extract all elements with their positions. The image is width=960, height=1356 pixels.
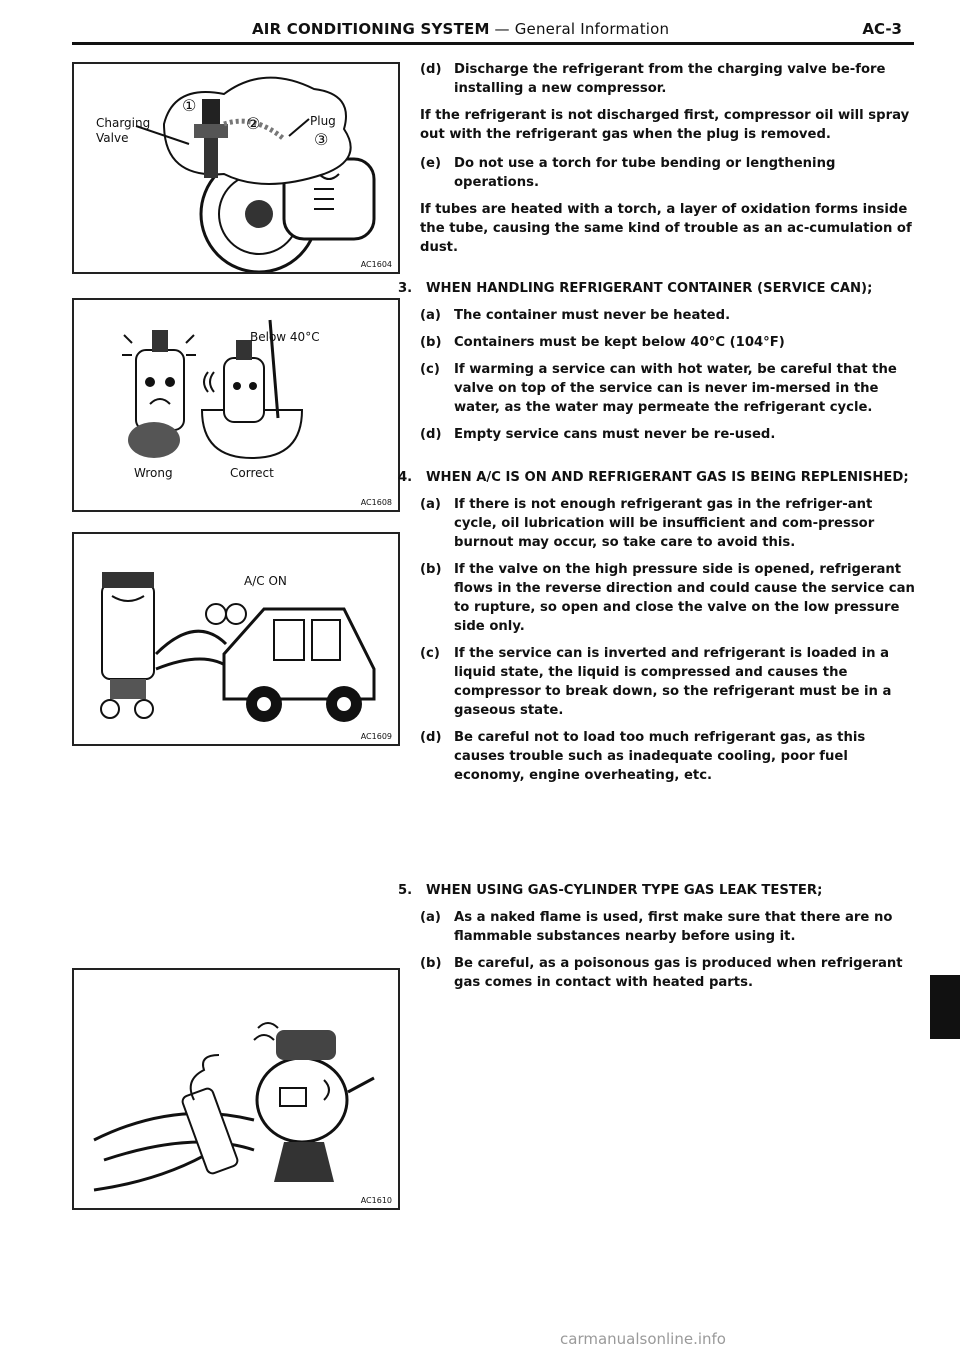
compressor-illustration bbox=[74, 64, 398, 272]
s4-item-c: (c) If the service can is inverted and refrigerant is loaded in a liquid state, the liquid is compressed and causes the compressor to break down, so the refrigerant must be in a gaseous state. bbox=[420, 646, 892, 718]
s4-item-a: (a) If there is not enough refrigerant gas in the refriger-ant cycle, oil lubrication will be insufficient and com-pressor burnout may occur, so take care to avoid this. bbox=[420, 497, 875, 550]
section-edge-tab bbox=[930, 975, 960, 1039]
figure-code: AC1610 bbox=[360, 1196, 392, 1205]
figure-code: AC1609 bbox=[360, 732, 392, 741]
header-rule bbox=[72, 42, 914, 45]
label-charging: Charging bbox=[96, 116, 151, 130]
figure-code: AC1604 bbox=[360, 260, 392, 269]
callout-1: ① bbox=[182, 96, 197, 115]
callout-3: ③ bbox=[314, 130, 329, 149]
s4-item-b: (b) If the valve on the high pressure side is opened, refrigerant flows in the reverse direction and could cause the service can to rupture, so open and close the valve on the low pressure side only. bbox=[420, 562, 915, 634]
s3-item-a: (a) The container must never be heated. bbox=[420, 308, 731, 323]
label-plug: Plug bbox=[310, 114, 336, 128]
section-5-heading: 5. WHEN USING GAS-CYLINDER TYPE GAS LEAK TESTER; bbox=[398, 883, 823, 898]
car-replenish-illustration bbox=[74, 534, 398, 744]
s5-item-a: (a) As a naked flame is used, first make sure that there are no flammable substances nearby before using it. bbox=[420, 910, 893, 944]
callout-2: ② bbox=[246, 114, 261, 133]
s3-item-b: (b) Containers must be kept below 40°C (104°F) bbox=[420, 335, 785, 350]
item-label: (d) bbox=[420, 62, 442, 77]
s5-item-b: (b) Be careful, as a poisonous gas is produced when refrigerant gas comes in contact with heated parts. bbox=[420, 956, 903, 990]
note-paragraph: If tubes are heated with a torch, a layer of oxidation forms inside the tube, causing the same kind of trouble as an ac-cumulation of dust. bbox=[420, 202, 912, 255]
page-header bbox=[72, 18, 914, 42]
figure-code: AC1608 bbox=[360, 498, 392, 507]
figure-ac-on-replenish bbox=[72, 532, 400, 746]
figure-charging-valve bbox=[72, 62, 400, 274]
item-text: Discharge the refrigerant from the charging valve be-fore installing a new compressor. bbox=[454, 62, 886, 96]
label-valve: Valve bbox=[96, 131, 129, 145]
footer-watermark: carmanualsonline.info bbox=[560, 1330, 726, 1348]
leak-tester-illustration bbox=[74, 970, 398, 1208]
figure-gas-leak-tester bbox=[72, 968, 400, 1210]
section-3-heading: 3. WHEN HANDLING REFRIGERANT CONTAINER (SERVICE CAN); bbox=[398, 281, 873, 296]
section-4-heading: 4. WHEN A/C IS ON AND REFRIGERANT GAS IS BEING REPLENISHED; bbox=[398, 470, 909, 485]
s4-item-d: (d) Be careful not to load too much refrigerant gas, as this causes trouble such as inadequate cooling, poor fuel economy, engine overheating, etc. bbox=[420, 730, 866, 783]
label-correct: Correct bbox=[230, 466, 274, 480]
item-d bbox=[398, 60, 918, 98]
figure-service-can-heating bbox=[72, 298, 400, 512]
item-label: (e) bbox=[420, 156, 441, 171]
item-text: Do not use a torch for tube bending or lengthening operations. bbox=[454, 156, 836, 190]
label-wrong: Wrong bbox=[134, 466, 173, 480]
instructions-column bbox=[398, 60, 918, 1000]
header-title: AIR CONDITIONING SYSTEM — General Information bbox=[252, 20, 670, 38]
item-e bbox=[398, 154, 918, 192]
page-code: AC-3 bbox=[862, 20, 902, 38]
s3-item-c: (c) If warming a service can with hot water, be careful that the valve on top of the service can is never im-mersed in the water, as the water may permeate the refrigerant cycle. bbox=[420, 362, 897, 415]
label-below-40c: Below 40°C bbox=[250, 330, 320, 344]
label-ac-on: A/C ON bbox=[244, 574, 287, 588]
note-paragraph: If the refrigerant is not discharged first, compressor oil will spray out with the refrigerant gas when the plug is removed. bbox=[420, 108, 910, 142]
wrong-can-icon bbox=[122, 330, 196, 458]
s3-item-d: (d) Empty service cans must never be re-used. bbox=[420, 427, 776, 442]
